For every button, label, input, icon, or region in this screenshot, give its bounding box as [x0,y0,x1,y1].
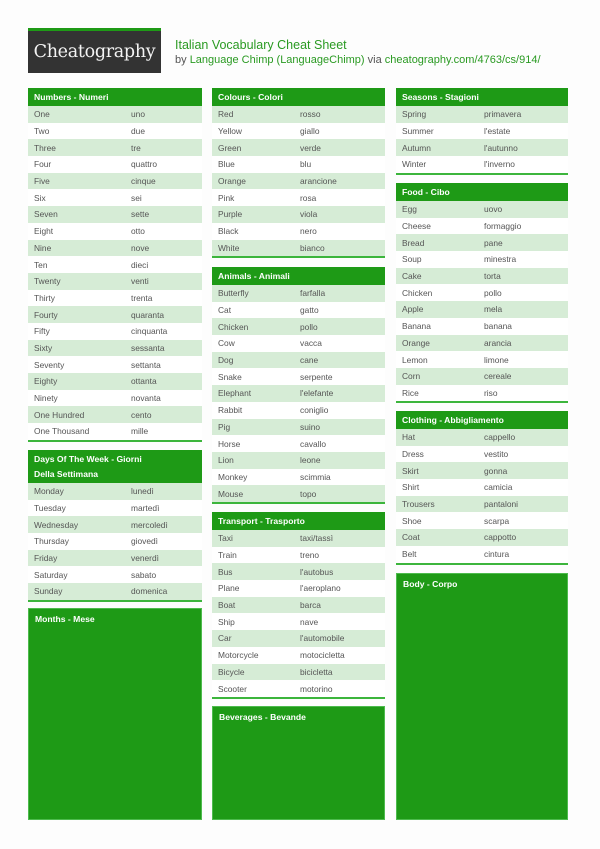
table-row [396,512,568,529]
italian-word: sette [131,209,150,220]
english-word: Five [34,176,50,187]
table-row [212,335,385,352]
italian-word: novanta [131,393,161,404]
english-word: Friday [34,553,58,564]
english-word: Yellow [218,126,242,137]
italian-word: arancione [300,176,337,187]
table-row [28,273,202,290]
english-word: Soup [402,254,422,265]
italian-word: l'inverno [484,159,515,170]
english-word: Plane [218,583,240,594]
english-word: Snake [218,371,242,382]
table-row [28,550,202,567]
english-word: Elephant [218,388,252,399]
english-word: Cow [218,338,235,349]
italian-word: nero [300,226,317,237]
card-days-of-the-week [28,450,202,602]
english-word: Ninety [34,393,58,404]
italian-word: sessanta [131,342,165,353]
italian-word: pollo [484,287,502,298]
italian-word: l'elefante [300,388,334,399]
english-word: One Hundred [34,409,85,420]
italian-word: vestito [484,449,509,460]
english-word: Ship [218,616,235,627]
english-word: Mouse [218,488,244,499]
english-word: Sunday [34,586,63,597]
english-word: Thursday [34,536,69,547]
table-row [396,429,568,446]
table-row [396,335,568,352]
table-row [396,251,568,268]
english-word: Three [34,142,56,153]
italian-word: cane [300,355,319,366]
sheet-url-link[interactable]: cheatography.com/4763/cs/914/ [384,54,541,66]
table-row [212,173,385,190]
english-word: Butterfly [218,288,249,299]
italian-word: mercoledì [131,519,168,530]
table-row [28,256,202,273]
english-word: White [218,242,240,253]
card-title: Numbers - Numeri [28,88,202,106]
table-row [396,351,568,368]
english-word: Saturday [34,569,68,580]
table-row [212,485,385,502]
italian-word: uovo [484,204,503,215]
english-word: Thirty [34,292,55,303]
italian-word: pantaloni [484,499,518,510]
english-word: Monday [34,486,64,497]
english-word: Cheese [402,221,431,232]
italian-word: uno [131,109,145,120]
table-row [28,323,202,340]
italian-word: cintura [484,549,510,560]
table-row [212,630,385,647]
english-word: Seventy [34,359,65,370]
vocab-table [28,483,202,602]
italian-word: venerdì [131,553,159,564]
table-row [28,533,202,550]
english-word: Dog [218,355,234,366]
table-row [396,318,568,335]
italian-word: cappello [484,432,516,443]
italian-word: trenta [131,292,153,303]
english-word: Rabbit [218,405,243,416]
table-row [396,385,568,402]
table-row [212,563,385,580]
english-word: Nine [34,242,52,253]
table-row [212,435,385,452]
italian-word: limone [484,354,509,365]
table-row [396,496,568,513]
card-title: Clothing - Abbigliamento [396,411,568,429]
english-word: Lion [218,455,234,466]
english-word: Autumn [402,142,431,153]
table-row [396,201,568,218]
table-row [28,406,202,423]
italian-word: taxi/tassì [300,533,334,544]
english-word: Coat [402,532,420,543]
english-word: Boat [218,600,236,611]
italian-word: otto [131,226,145,237]
english-word: Hat [402,432,416,443]
english-word: Cat [218,305,232,316]
table-row [212,240,385,257]
english-word: Apple [402,304,424,315]
table-row [396,123,568,140]
italian-word: arancia [484,337,512,348]
english-word: Fourty [34,309,58,320]
italian-word: formaggio [484,221,522,232]
italian-word: scarpa [484,515,510,526]
table-row [212,285,385,302]
english-word: Seven [34,209,58,220]
vocab-table [212,530,385,699]
table-row [212,302,385,319]
table-row [28,423,202,440]
english-word: One Thousand [34,426,90,437]
table-row [212,613,385,630]
italian-word: tre [131,142,141,153]
cheatography-logo[interactable] [28,28,161,73]
english-word: Cake [402,271,422,282]
author-link[interactable]: Language Chimp (LanguageChimp) [189,54,365,66]
card-seasons [396,88,568,175]
english-word: Wednesday [34,519,79,530]
table-row [396,156,568,173]
italian-word: motorino [300,683,333,694]
english-word: Shoe [402,515,422,526]
english-word: Summer [402,126,434,137]
italian-word: settanta [131,359,161,370]
by-prefix: by [175,54,187,66]
italian-word: dieci [131,259,149,270]
card-title: Food - Cibo [396,183,568,201]
table-row [396,446,568,463]
italian-word: cinque [131,176,156,187]
italian-word: riso [484,387,498,398]
italian-word: gonna [484,465,508,476]
english-word: Sixty [34,342,53,353]
table-row [28,340,202,357]
italian-word: topo [300,488,317,499]
italian-word: barca [300,600,321,611]
italian-word: banana [484,321,512,332]
table-row [396,462,568,479]
english-word: Trousers [402,499,435,510]
table-row [212,452,385,469]
italian-word: primavera [484,109,522,120]
table-row [396,218,568,235]
card-title: Months - Mese [29,610,201,628]
italian-word: l'automobile [300,633,345,644]
english-word: Blue [218,159,235,170]
table-row [28,139,202,156]
table-row [212,580,385,597]
italian-word: quattro [131,159,158,170]
table-row [28,173,202,190]
table-row [396,368,568,385]
sheet-title[interactable]: Italian Vocabulary Cheat Sheet [175,38,347,52]
italian-word: coniglio [300,405,329,416]
vocab-table [28,106,202,442]
vocab-table [396,201,568,403]
card-transport [212,512,385,699]
italian-word: serpente [300,371,333,382]
english-word: Banana [402,321,431,332]
table-row [28,206,202,223]
card-clothing [396,411,568,565]
table-row [212,680,385,697]
card-colours [212,88,385,258]
table-row [28,373,202,390]
english-word: Eighty [34,376,58,387]
english-word: Pink [218,192,235,203]
english-word: Green [218,142,242,153]
vocab-table [396,429,568,565]
italian-word: due [131,126,145,137]
table-row [396,234,568,251]
table-row [212,419,385,436]
table-row [212,647,385,664]
italian-word: scimmia [300,471,331,482]
italian-word: mille [131,426,149,437]
card-months [28,608,202,820]
table-row [212,156,385,173]
italian-word: verde [300,142,321,153]
english-word: Pig [218,421,231,432]
card-animals [212,267,385,504]
logo-text: Cheatography [33,42,156,62]
italian-word: minestra [484,254,517,265]
table-row [28,123,202,140]
card-title: Days Of The Week - Giorni Della Settimana [28,450,202,483]
table-row [212,547,385,564]
english-word: Skirt [402,465,419,476]
italian-word: rosso [300,109,321,120]
english-word: Lemon [402,354,428,365]
table-row [212,139,385,156]
table-row [396,106,568,123]
italian-word: cinquanta [131,326,168,337]
english-word: Four [34,159,52,170]
english-word: Black [218,226,239,237]
italian-word: cento [131,409,152,420]
english-word: Ten [34,259,48,270]
english-word: Purple [218,209,243,220]
english-word: Tuesday [34,503,66,514]
table-row [396,268,568,285]
italian-word: cappotto [484,532,517,543]
card-title: Colours - Colori [212,88,385,106]
italian-word: quaranta [131,309,165,320]
english-word: Rice [402,387,419,398]
card-title: Body - Corpo [397,575,567,593]
english-word: Red [218,109,234,120]
italian-word: sabato [131,569,157,580]
table-row [396,529,568,546]
english-word: Bicycle [218,666,245,677]
table-row [28,566,202,583]
table-row [212,223,385,240]
table-row [212,664,385,681]
italian-word: torta [484,271,501,282]
italian-word: l'aeroplano [300,583,341,594]
card-title: Animals - Animali [212,267,385,285]
table-row [396,479,568,496]
table-row [396,546,568,563]
italian-word: l'estate [484,126,511,137]
italian-word: cereale [484,371,512,382]
italian-word: domenica [131,586,168,597]
english-word: One [34,109,50,120]
english-word: Motorcycle [218,650,259,661]
card-numbers [28,88,202,442]
card-title: Transport - Trasporto [212,512,385,530]
italian-word: venti [131,276,149,287]
english-word: Shirt [402,482,420,493]
english-word: Scooter [218,683,247,694]
italian-word: treno [300,550,320,561]
italian-word: pane [484,237,503,248]
card-beverages [212,706,385,820]
english-word: Chicken [218,321,249,332]
italian-word: blu [300,159,312,170]
italian-word: camicia [484,482,513,493]
italian-word: sei [131,192,142,203]
vocab-table [212,106,385,258]
table-row [396,301,568,318]
vocab-table [212,285,385,504]
table-row [28,223,202,240]
english-word: Fifty [34,326,50,337]
italian-word: nove [131,242,150,253]
card-body [396,573,568,820]
english-word: Six [34,192,46,203]
english-word: Train [218,550,237,561]
italian-word: l'autobus [300,566,334,577]
italian-word: viola [300,209,318,220]
italian-word: giovedì [131,536,159,547]
table-row [28,189,202,206]
table-row [28,483,202,500]
table-row [212,530,385,547]
vocab-table [396,106,568,175]
english-word: Spring [402,109,427,120]
table-row [28,516,202,533]
english-word: Eight [34,226,54,237]
table-row [28,156,202,173]
table-row [212,402,385,419]
table-row [28,356,202,373]
italian-word: bianco [300,242,325,253]
italian-word: ottanta [131,376,157,387]
italian-word: l'autunno [484,142,518,153]
english-word: Corn [402,371,421,382]
table-row [28,500,202,517]
english-word: Belt [402,549,417,560]
table-row [396,139,568,156]
card-food [396,183,568,403]
table-row [212,318,385,335]
english-word: Dress [402,449,424,460]
italian-word: gatto [300,305,319,316]
byline [175,54,541,66]
card-title: Seasons - Stagioni [396,88,568,106]
table-row [28,290,202,307]
via-text: via [367,54,382,66]
table-row [212,123,385,140]
italian-word: lunedì [131,486,154,497]
table-row [28,583,202,600]
italian-word: suino [300,421,321,432]
table-row [28,306,202,323]
english-word: Bread [402,237,425,248]
english-word: Chicken [402,287,433,298]
table-row [212,469,385,486]
table-row [28,240,202,257]
italian-word: nave [300,616,319,627]
table-row [212,106,385,123]
english-word: Winter [402,159,427,170]
english-word: Egg [402,204,417,215]
italian-word: pollo [300,321,318,332]
english-word: Orange [218,176,246,187]
italian-word: mela [484,304,503,315]
table-row [212,352,385,369]
italian-word: rosa [300,192,317,203]
table-row [212,189,385,206]
italian-word: cavallo [300,438,327,449]
table-row [396,284,568,301]
english-word: Monkey [218,471,248,482]
english-word: Twenty [34,276,61,287]
english-word: Two [34,126,50,137]
english-word: Bus [218,566,233,577]
italian-word: leone [300,455,321,466]
english-word: Taxi [218,533,233,544]
table-row [212,206,385,223]
italian-word: vacca [300,338,322,349]
table-row [212,385,385,402]
table-row [28,106,202,123]
table-row [212,597,385,614]
italian-word: bicicletta [300,666,333,677]
table-row [212,368,385,385]
english-word: Horse [218,438,241,449]
italian-word: giallo [300,126,320,137]
italian-word: farfalla [300,288,326,299]
italian-word: motocicletta [300,650,345,661]
card-title: Beverages - Bevande [213,708,384,726]
table-row [28,390,202,407]
italian-word: martedì [131,503,160,514]
english-word: Orange [402,337,430,348]
english-word: Car [218,633,232,644]
